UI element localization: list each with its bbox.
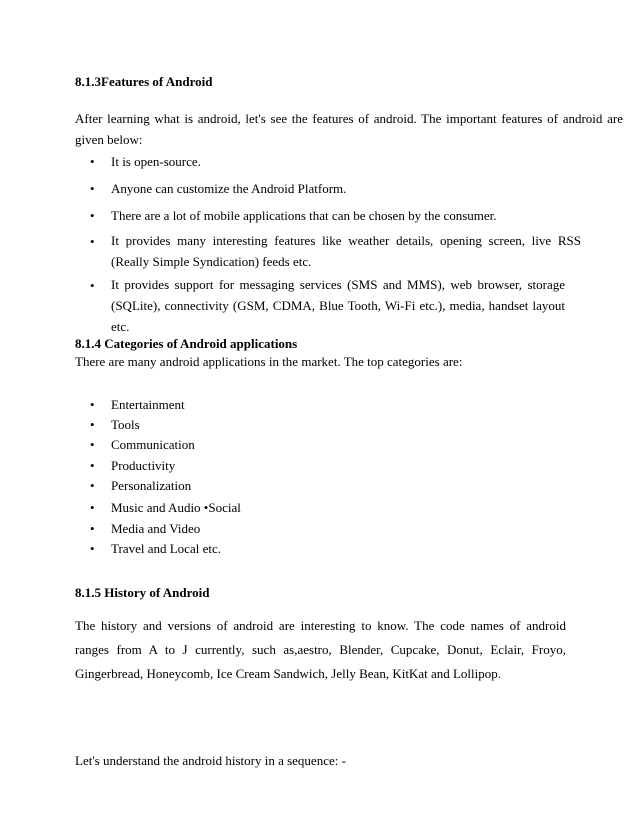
features-intro: After learning what is android, let's see the features of android. The important features of android are given below: — [75, 111, 623, 147]
categories-intro: There are many android applications in the market. The top categories are: — [75, 354, 463, 369]
category-item: Travel and Local etc. — [111, 541, 221, 556]
categories-heading: 8.1.4 Categories of Android applications — [75, 336, 298, 351]
history-sequence-line: Let's understand the android history in a sequence: - — [75, 753, 346, 768]
category-item: Music and Audio •Social — [111, 500, 241, 515]
bullet-icon: • — [90, 181, 95, 196]
features-item: It provides support for messaging services (SMS and MMS), web browser, storage (SQLite), connectivity (GSM, CDMA, Blue Tooth, Wi-Fi etc.), media, handset layout etc. — [111, 277, 565, 334]
features-item: There are a lot of mobile applications that can be chosen by the consumer. — [111, 208, 497, 223]
bullet-icon: • — [90, 208, 95, 223]
bullet-icon: • — [90, 417, 95, 432]
history-heading: 8.1.5 History of Android — [75, 585, 210, 600]
bullet-icon: • — [90, 397, 95, 412]
category-item: Tools — [111, 417, 140, 432]
bullet-icon: • — [90, 478, 95, 493]
features-item: It is open-source. — [111, 154, 201, 169]
history-body: The history and versions of android are interesting to know. The code names of android ranges from A to J currently, such as,aestro, Blender, Cupcake, Donut, Eclair, Froyo, Gingerbread, Honeycomb, Ice Cream Sandwich, Jelly Bean, KitKat and Lollipop. — [75, 618, 566, 681]
category-item: Entertainment — [111, 397, 185, 412]
features-heading: 8.1.3Features of Android — [75, 74, 213, 89]
category-item: Productivity — [111, 458, 176, 473]
bullet-icon: • — [90, 154, 95, 169]
bullet-icon: • — [90, 500, 95, 515]
bullet-icon: • — [90, 278, 95, 293]
bullet-icon: • — [90, 437, 95, 452]
bullet-icon: • — [90, 234, 95, 249]
category-item: Communication — [111, 437, 195, 452]
category-item: Personalization — [111, 478, 192, 493]
features-item: Anyone can customize the Android Platform. — [111, 181, 347, 196]
bullet-icon: • — [90, 521, 95, 536]
features-item: It provides many interesting features like weather details, opening screen, live RSS (Really Simple Syndication) feeds etc. — [111, 233, 581, 269]
category-item: Media and Video — [111, 521, 201, 536]
bullet-icon: • — [90, 458, 95, 473]
bullet-icon: • — [90, 541, 95, 556]
